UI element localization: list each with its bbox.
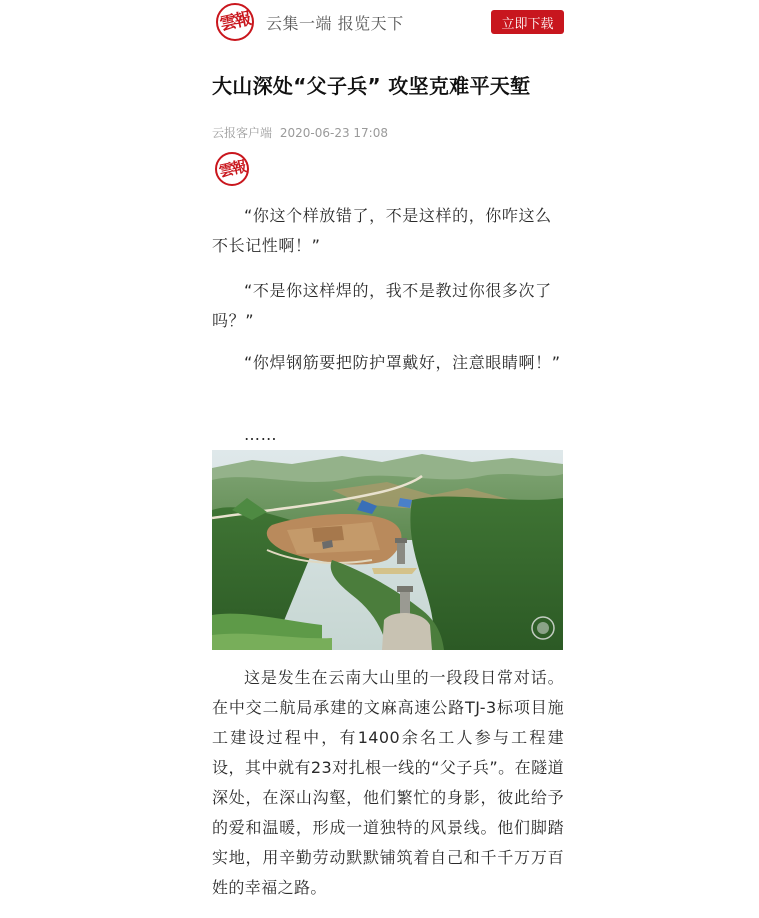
article-paragraph: …… bbox=[244, 425, 278, 444]
download-button[interactable]: 立即下载 bbox=[491, 10, 564, 34]
app-banner bbox=[212, 0, 564, 46]
article-source: 云报客户端 bbox=[212, 126, 273, 140]
article-paragraph: “不是你这样焊的，我不是教过你很多次了吗？” bbox=[212, 281, 552, 330]
app-slogan: 云集一端 报览天下 bbox=[266, 14, 404, 33]
mountain-construction-photo bbox=[212, 450, 563, 650]
author-avatar-icon: 雲報 bbox=[215, 152, 249, 186]
yunbao-logo-icon[interactable]: 雲報 bbox=[216, 3, 254, 41]
article-datetime: 2020-06-23 17:08 bbox=[279, 126, 388, 140]
article-meta bbox=[212, 124, 388, 141]
article-paragraph: “你这个样放错了，不是这样的，你咋这么不长记性啊！” bbox=[212, 206, 552, 255]
article-body: 这是发生在云南大山里的一段段日常对话。在中交二航局承建的文麻高速公路TJ-3标项目施工建设过程中，有1400余名工人参与工程建设，其中就有23对扎根一线的“父子兵”。在隧道深处，在深山沟壑，他们繁忙的身影，彼此给予的爱和温暖，形成一道独特的风景线。他们脚踏实地，用辛勤劳动默默铺筑着自己和千千万万百姓的幸福之路。 bbox=[212, 668, 564, 897]
article-paragraph: “你焊钢筋要把防护罩戴好，注意眼睛啊！” bbox=[244, 353, 561, 372]
article-title: 大山深处“父子兵” 攻坚克难平天堑 bbox=[212, 74, 531, 98]
